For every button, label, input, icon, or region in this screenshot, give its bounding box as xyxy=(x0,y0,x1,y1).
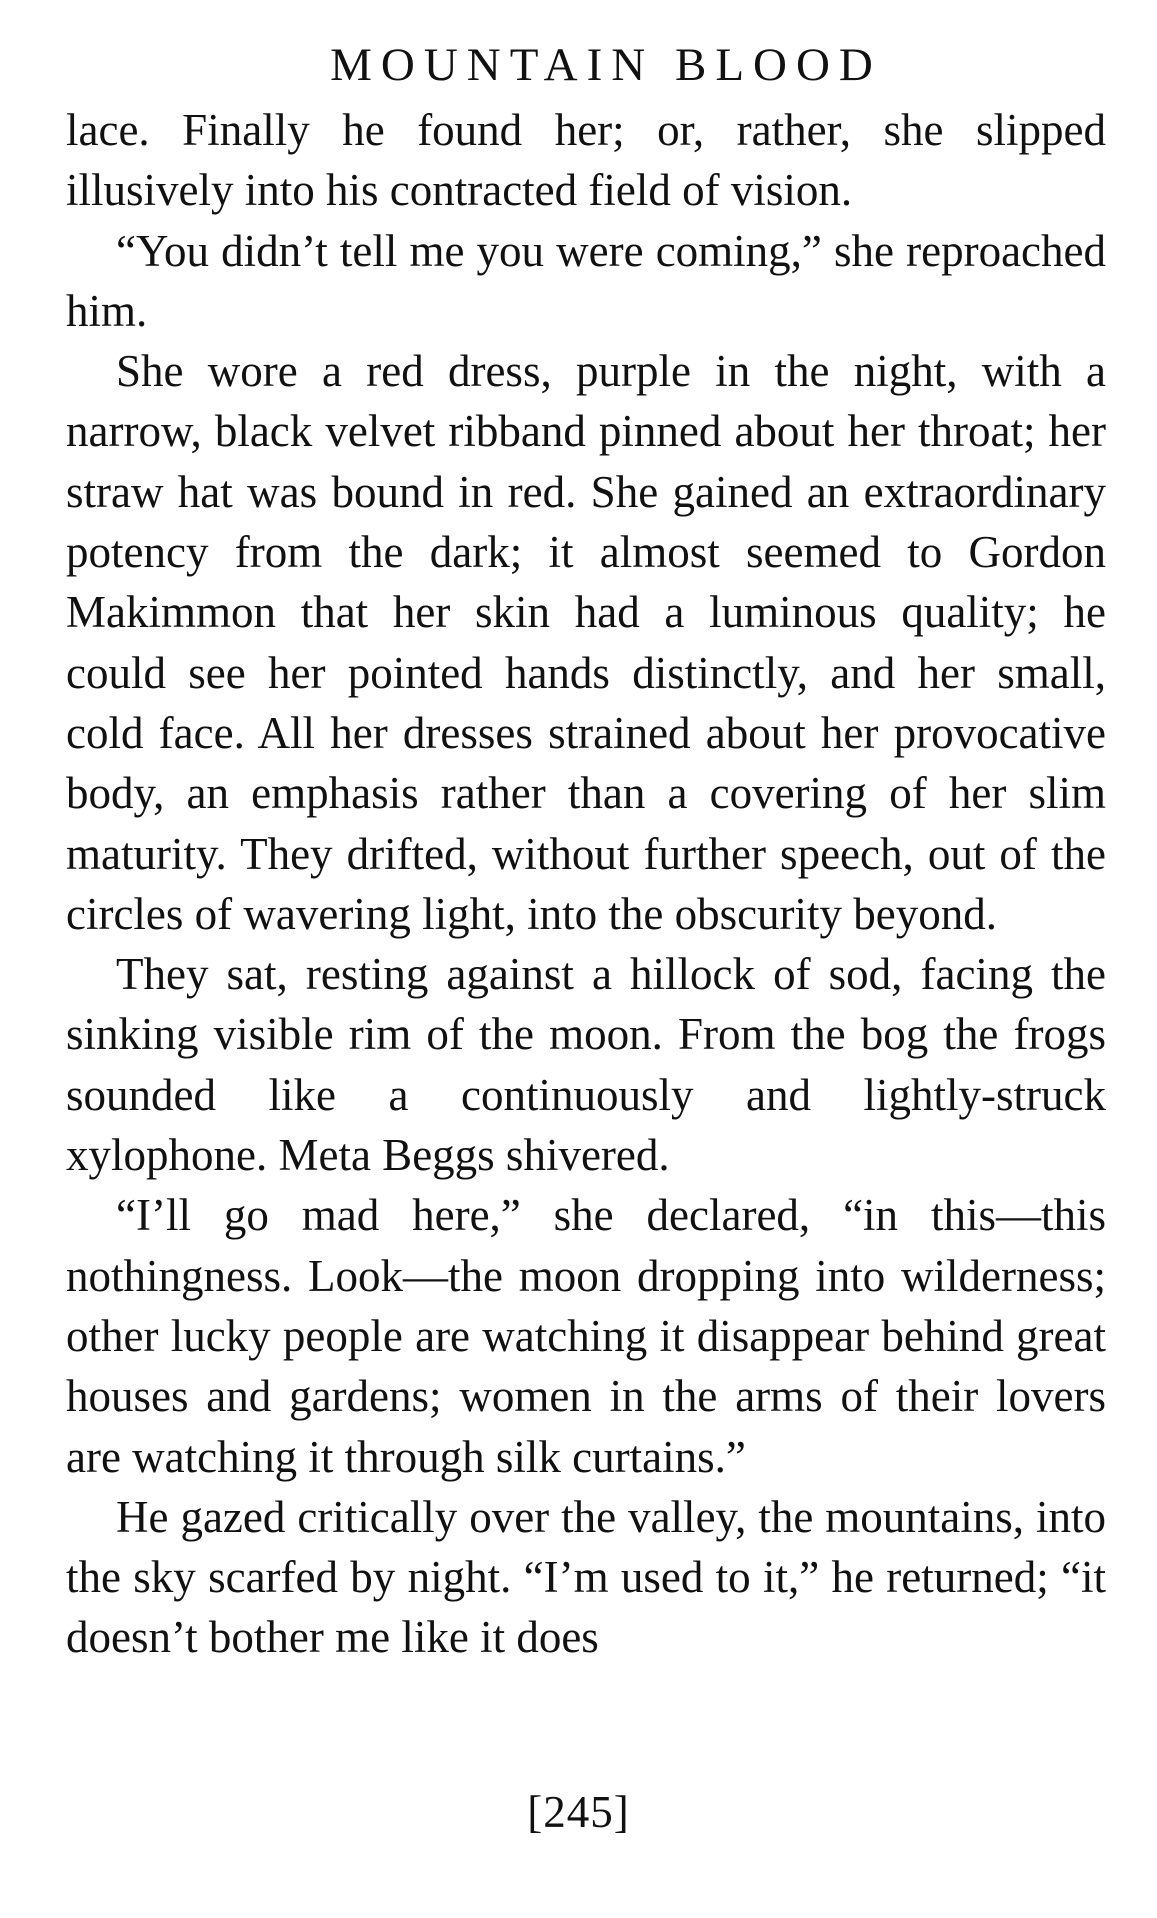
page-number: [245] xyxy=(527,1787,630,1837)
running-head-title: MOUNTAIN BLOOD xyxy=(330,39,882,91)
paragraph: He gazed critically over the valley, the mountains, into the sky scarfed by night. “I’m used to it,” he returned; “it doesn’t bother me like it does xyxy=(66,1491,1106,1663)
book-page xyxy=(66,30,1106,1668)
paragraph-continuation: lace. Finally he found her; or, rather, she slipped illusively into his contracted field of vision. xyxy=(66,105,1106,216)
paragraph: They sat, resting against a hillock of sod, facing the sinking visible rim of the moon. From the bog the frogs sounded like a continuously and lightly-struck xylophone. Meta Beggs shivered. xyxy=(66,949,1106,1181)
paragraph: “I’ll go mad here,” she declared, “in this—this nothingness. Look—the moon dropping into wilderness; other lucky people are watching it disappear behind great houses and gardens; women in the arms of their lovers are watching it through silk curtains.” xyxy=(66,1190,1106,1482)
body-text xyxy=(66,100,1106,1668)
paragraph: She wore a red dress, purple in the night, with a narrow, black velvet ribband pinned about her throat; her straw hat was bound in red. She gained an extraordinary potency from the dark; it almost seemed to Gordon Makimmon that her skin had a luminous quality; he could see her pointed hands distinctly, and her small, cold face. All her dresses strained about her provocative body, an emphasis rather than a covering of her slim maturity. They drifted, without further speech, out of the circles of wavering light, into the obscurity beyond. xyxy=(66,346,1106,939)
paragraph: “You didn’t tell me you were coming,” she reproached him. xyxy=(66,225,1106,336)
